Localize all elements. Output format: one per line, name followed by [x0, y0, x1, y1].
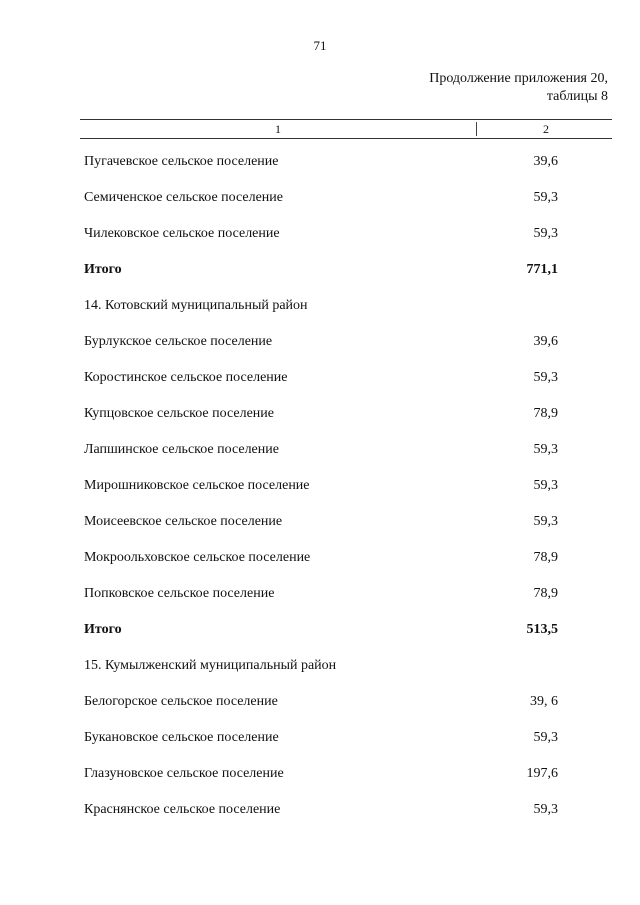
continuation-note — [429, 70, 608, 106]
section-heading-row — [84, 298, 564, 334]
row-label: Мокроольховское сельское поселение — [84, 550, 311, 565]
table-row — [84, 514, 564, 550]
row-value: 59,3 — [533, 226, 558, 241]
row-value: 59,3 — [533, 478, 558, 493]
table-row — [84, 334, 564, 370]
continuation-line-1: Продолжение приложения 20, — [429, 71, 608, 86]
row-label: Букановское сельское поселение — [84, 730, 279, 745]
table-row — [84, 154, 564, 190]
table-row — [84, 406, 564, 442]
table-row — [84, 730, 564, 766]
table-row — [84, 550, 564, 586]
table-header — [80, 119, 612, 139]
row-value: 59,3 — [533, 190, 558, 205]
page-number: 71 — [313, 38, 327, 53]
total-row — [84, 262, 564, 298]
row-value: 771,1 — [526, 262, 558, 277]
row-label: Бурлукское сельское поселение — [84, 334, 273, 349]
row-value: 513,5 — [526, 622, 558, 637]
section-heading-row — [84, 658, 564, 694]
row-label: Пугачевское сельское поселение — [84, 154, 279, 169]
row-label: Семиченское сельское поселение — [84, 190, 284, 205]
row-label: Лапшинское сельское поселение — [84, 442, 279, 457]
total-row — [84, 622, 564, 658]
row-label: Чилековское сельское поселение — [84, 226, 280, 241]
row-value: 59,3 — [533, 802, 558, 817]
row-value: 197,6 — [526, 766, 558, 781]
section-title: 15. Кумылженский муниципальный район — [84, 658, 337, 673]
table-row — [84, 694, 564, 730]
row-value: 59,3 — [533, 514, 558, 529]
table-row — [84, 766, 564, 802]
section-title: 14. Котовский муниципальный район — [84, 298, 308, 313]
row-label: Мирошниковское сельское поселение — [84, 478, 310, 493]
table-row — [84, 190, 564, 226]
row-label: Моисеевское сельское поселение — [84, 514, 283, 529]
table-row — [84, 226, 564, 262]
table-row — [84, 442, 564, 478]
row-label: Белогорское сельское поселение — [84, 694, 278, 709]
column-header-2: 2 — [543, 122, 549, 136]
row-value: 78,9 — [533, 550, 558, 565]
table-row — [84, 478, 564, 514]
row-value: 39,6 — [533, 154, 558, 169]
row-label: Итого — [84, 622, 122, 637]
column-header-1: 1 — [80, 122, 477, 136]
row-label: Коростинское сельское поселение — [84, 370, 288, 385]
row-value: 59,3 — [533, 442, 558, 457]
row-value: 39, 6 — [530, 694, 558, 709]
row-value: 78,9 — [533, 406, 558, 421]
row-label: Итого — [84, 262, 122, 277]
table-row — [84, 802, 564, 838]
row-value: 78,9 — [533, 586, 558, 601]
row-label: Глазуновское сельское поселение — [84, 766, 284, 781]
row-value: 59,3 — [533, 730, 558, 745]
row-label: Попковское сельское поселение — [84, 586, 275, 601]
row-value: 39,6 — [533, 334, 558, 349]
continuation-line-2: таблицы 8 — [546, 89, 608, 104]
table-body — [84, 154, 564, 838]
table-row — [84, 586, 564, 622]
row-value: 59,3 — [533, 370, 558, 385]
table-row — [84, 370, 564, 406]
row-label: Купцовское сельское поселение — [84, 406, 274, 421]
row-label: Краснянское сельское поселение — [84, 802, 281, 817]
